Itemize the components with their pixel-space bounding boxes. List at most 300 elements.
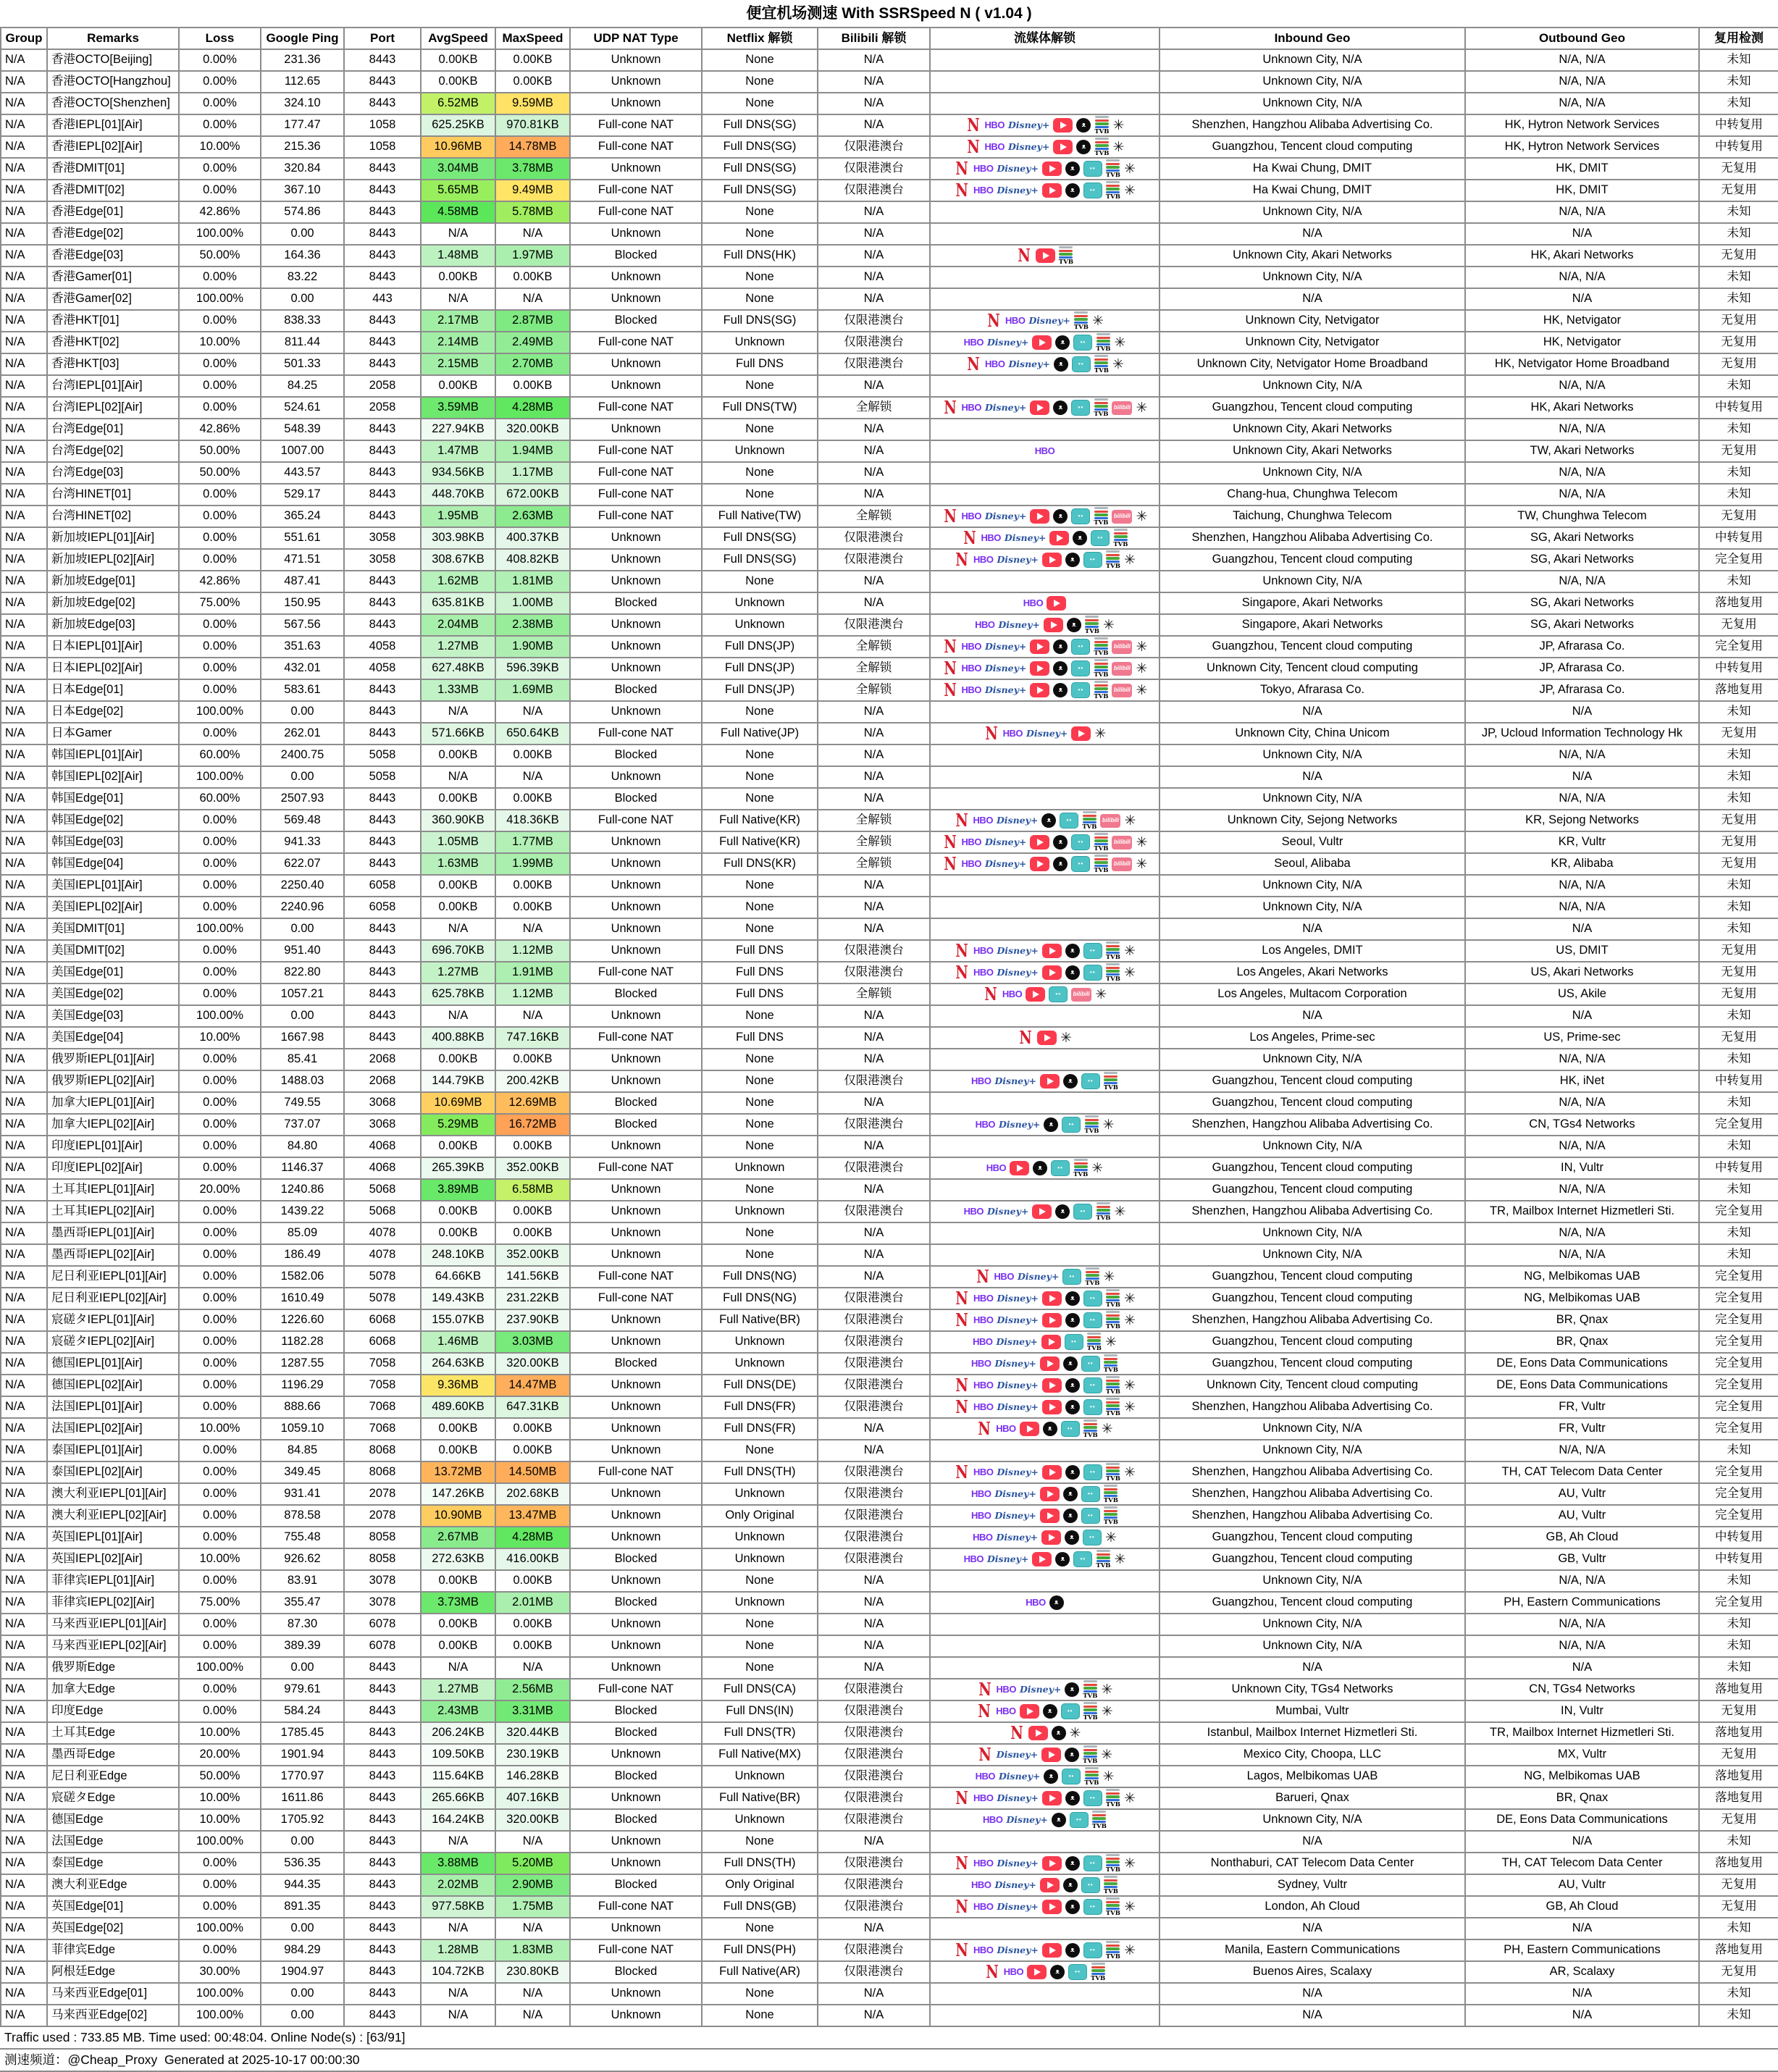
cell-loss: 60.00%	[179, 788, 261, 810]
cell-avg: 1.46MB	[421, 1331, 495, 1353]
streaming-unlock-icons	[933, 1006, 1157, 1026]
hbo-icon: HBO	[975, 619, 995, 631]
hbo-icon: HBO	[961, 663, 981, 674]
cell-group: N/A	[1, 1766, 47, 1787]
hbo-icon: HBO	[1002, 728, 1023, 739]
openai-icon: ✳	[1123, 1790, 1136, 1806]
abema-icon: ᴥ	[1052, 1813, 1066, 1827]
streaming-unlock-icons	[933, 702, 1157, 722]
cell-loss: 10.00%	[179, 1548, 261, 1570]
bahamut-icon: ••	[1083, 1942, 1102, 1958]
footer-stats: Traffic used : 733.85 MB. Time used: 00:48:04. Online Node(s) : [63/91]	[0, 2027, 1778, 2050]
cell-remarks: 土耳其Edge	[47, 1722, 179, 1744]
cell-inbound: N/A	[1160, 1657, 1465, 1679]
cell-loss: 0.00%	[179, 962, 261, 983]
streaming-unlock-icons	[933, 919, 1157, 939]
disney-icon: Disney+	[984, 511, 1027, 522]
cell-loss: 0.00%	[179, 897, 261, 918]
cell-udp: Unknown	[570, 658, 702, 679]
cell-port: 3058	[344, 527, 421, 549]
cell-inbound: N/A	[1160, 1005, 1465, 1027]
cell-udp: Unknown	[570, 267, 702, 288]
cell-ping: 822.80	[261, 962, 344, 983]
cell-loss: 50.00%	[179, 245, 261, 267]
youtube-icon	[1042, 1465, 1062, 1480]
cell-remarks: 菲律宾IEPL[02][Air]	[47, 1592, 179, 1614]
tvb-icon: TVB	[1094, 398, 1108, 418]
cell-bilibili: N/A	[818, 419, 930, 440]
cell-port: 1058	[344, 136, 421, 158]
tvb-icon: TVB	[1083, 1679, 1097, 1700]
cell-udp: Unknown	[570, 1375, 702, 1396]
openai-icon: ✳	[1123, 1942, 1136, 1958]
cell-outbound: TR, Mailbox Internet Hizmetleri Sti.	[1465, 1722, 1699, 1744]
cell-ping: 926.62	[261, 1548, 344, 1570]
tvb-icon: TVB	[1104, 1071, 1118, 1091]
cell-loss: 0.00%	[179, 1614, 261, 1635]
cell-ping: 83.91	[261, 1570, 344, 1592]
cell-inbound: Unknown City, Akari Networks	[1160, 419, 1465, 440]
cell-bilibili: 仅限港澳台	[818, 1853, 930, 1874]
cell-max: 0.00KB	[495, 788, 570, 810]
bilibili-icon: bilibili	[1112, 510, 1132, 524]
hbo-icon: HBO	[961, 402, 981, 414]
cell-port: 1058	[344, 114, 421, 136]
cell-avg: 0.00KB	[421, 745, 495, 766]
youtube-icon	[1042, 965, 1062, 980]
cell-reuse: 完全复用	[1699, 1461, 1778, 1483]
cell-udp: Unknown	[570, 1049, 702, 1070]
hbo-icon: HBO	[971, 1075, 991, 1087]
cell-media	[930, 1005, 1160, 1027]
footer-channel: 测速频道：@Cheap_Proxy Generated at 2025-10-17 00:00:30	[0, 2050, 1778, 2072]
tvb-icon: TVB	[1074, 311, 1089, 331]
cell-outbound: GB, Vultr	[1465, 1548, 1699, 1570]
cell-netflix: Unknown	[702, 592, 818, 614]
cell-max: 0.00KB	[495, 1222, 570, 1244]
cell-outbound: N/A, N/A	[1465, 788, 1699, 810]
netflix-icon: N	[966, 114, 980, 136]
cell-remarks: 泰国Edge	[47, 1853, 179, 1874]
cell-udp: Full-cone NAT	[570, 180, 702, 201]
cell-reuse: 未知	[1699, 1440, 1778, 1461]
cell-udp: Unknown	[570, 1635, 702, 1657]
abema-icon: ᴥ	[1033, 1161, 1047, 1175]
cell-media	[930, 983, 1160, 1005]
cell-max: N/A	[495, 2005, 570, 2026]
cell-loss: 0.00%	[179, 549, 261, 571]
hbo-icon: HBO	[1026, 1597, 1046, 1608]
openai-icon: ✳	[1123, 1399, 1136, 1415]
youtube-icon	[1040, 1878, 1060, 1892]
cell-media	[930, 114, 1160, 136]
tvb-icon: TVB	[1094, 637, 1108, 657]
abema-icon: ᴥ	[1050, 1965, 1065, 1979]
cell-bilibili: N/A	[818, 745, 930, 766]
streaming-unlock-icons	[933, 550, 1157, 570]
cell-reuse: 无复用	[1699, 440, 1778, 462]
table-body	[1, 49, 1778, 2026]
cell-inbound: Los Angeles, Prime-sec	[1160, 1027, 1465, 1049]
cell-avg: 265.66KB	[421, 1787, 495, 1809]
streaming-unlock-icons	[933, 1918, 1157, 1939]
cell-netflix: Unknown	[702, 332, 818, 353]
youtube-icon	[1041, 1748, 1061, 1762]
streaming-unlock-icons	[933, 1897, 1157, 1917]
cell-bilibili: N/A	[818, 1179, 930, 1201]
cell-group: N/A	[1, 962, 47, 983]
hbo-icon: HBO	[1034, 445, 1055, 457]
cell-inbound: Guangzhou, Tencent cloud computing	[1160, 1548, 1465, 1570]
bahamut-icon: ••	[1049, 986, 1068, 1002]
cell-port: 8443	[344, 614, 421, 636]
cell-netflix: Full DNS(SG)	[702, 310, 818, 332]
cell-group: N/A	[1, 1505, 47, 1527]
tvb-icon: TVB	[1104, 1506, 1118, 1526]
cell-ping: 0.00	[261, 1983, 344, 2005]
abema-icon: ᴥ	[1055, 335, 1070, 350]
cell-bilibili: N/A	[818, 875, 930, 897]
streaming-unlock-icons	[933, 745, 1157, 766]
cell-inbound: Guangzhou, Tencent cloud computing	[1160, 1331, 1465, 1353]
table-row	[1, 310, 1778, 332]
cell-ping: 84.25	[261, 375, 344, 397]
disney-icon: Disney+	[1006, 1814, 1048, 1826]
cell-reuse: 完全复用	[1699, 1331, 1778, 1353]
bahamut-icon: ••	[1061, 1421, 1080, 1437]
col-header-port: Port	[344, 28, 421, 49]
cell-ping: 1488.03	[261, 1070, 344, 1092]
cell-reuse: 无复用	[1699, 158, 1778, 180]
tvb-icon: TVB	[1106, 1853, 1120, 1874]
cell-reuse: 落地复用	[1699, 1939, 1778, 1961]
cell-loss: 0.00%	[179, 723, 261, 745]
cell-max: 4.28MB	[495, 1527, 570, 1548]
cell-bilibili: 仅限港澳台	[818, 1679, 930, 1700]
cell-bilibili: N/A	[818, 484, 930, 506]
streaming-unlock-icons	[933, 246, 1157, 266]
cell-max: 0.00KB	[495, 1136, 570, 1157]
table-row	[1, 571, 1778, 592]
cell-reuse: 未知	[1699, 375, 1778, 397]
cell-reuse: 未知	[1699, 1831, 1778, 1853]
cell-group: N/A	[1, 1700, 47, 1722]
table-row	[1, 223, 1778, 245]
cell-group: N/A	[1, 201, 47, 223]
cell-ping: 84.80	[261, 1136, 344, 1157]
cell-netflix: Unknown	[702, 1353, 818, 1375]
cell-netflix: Full DNS(NG)	[702, 1288, 818, 1309]
table-row	[1, 1331, 1778, 1353]
cell-netflix: Unknown	[702, 1766, 818, 1787]
netflix-icon: N	[955, 1396, 968, 1418]
cell-port: 3058	[344, 549, 421, 571]
cell-ping: 1439.22	[261, 1201, 344, 1222]
cell-netflix: Unknown	[702, 440, 818, 462]
cell-max: 200.42KB	[495, 1070, 570, 1092]
cell-max: 2.87MB	[495, 310, 570, 332]
hbo-icon: HBO	[984, 141, 1005, 153]
bahamut-icon: ••	[1083, 943, 1102, 959]
hbo-icon: HBO	[963, 1553, 984, 1565]
hbo-icon: HBO	[973, 945, 994, 957]
cell-max: N/A	[495, 1918, 570, 1939]
cell-inbound: Nonthaburi, CAT Telecom Data Center	[1160, 1853, 1465, 1874]
cell-loss: 10.00%	[179, 1027, 261, 1049]
openai-icon: ✳	[1114, 335, 1126, 351]
openai-icon: ✳	[1136, 639, 1148, 655]
openai-icon: ✳	[1101, 1703, 1113, 1719]
cell-port: 8068	[344, 1461, 421, 1483]
cell-ping: 2250.40	[261, 875, 344, 897]
cell-max: 0.00KB	[495, 745, 570, 766]
cell-outbound: US, Akile	[1465, 983, 1699, 1005]
streaming-unlock-icons	[933, 680, 1157, 700]
disney-icon: Disney+	[996, 1749, 1039, 1761]
cell-loss: 100.00%	[179, 1657, 261, 1679]
tvb-icon: TVB	[1082, 810, 1096, 831]
disney-icon: Disney+	[994, 1879, 1036, 1891]
disney-icon: Disney+	[997, 1314, 1039, 1326]
cell-port: 2058	[344, 375, 421, 397]
cell-ping: 186.49	[261, 1244, 344, 1266]
cell-remarks: 加拿大Edge	[47, 1679, 179, 1700]
cell-max: 1.17MB	[495, 462, 570, 484]
cell-inbound: Shenzhen, Hangzhou Alibaba Advertising Co.	[1160, 1201, 1465, 1222]
cell-ping: 1785.45	[261, 1722, 344, 1744]
openai-icon: ✳	[1123, 1464, 1136, 1480]
cell-inbound: N/A	[1160, 1918, 1465, 1939]
cell-netflix: None	[702, 788, 818, 810]
table-row	[1, 701, 1778, 723]
cell-inbound: Unknown City, N/A	[1160, 462, 1465, 484]
cell-media	[930, 1614, 1160, 1635]
cell-port: 8443	[344, 571, 421, 592]
cell-udp: Unknown	[570, 701, 702, 723]
cell-netflix: None	[702, 1005, 818, 1027]
cell-netflix: None	[702, 49, 818, 71]
cell-inbound: Guangzhou, Tencent cloud computing	[1160, 1070, 1465, 1092]
table-row	[1, 1961, 1778, 1983]
hbo-icon: HBO	[971, 1488, 991, 1500]
cell-inbound: Lagos, Melbikomas UAB	[1160, 1766, 1465, 1787]
cell-outbound: HK, Hytron Network Services	[1465, 136, 1699, 158]
cell-media	[930, 1983, 1160, 2005]
table-row	[1, 1483, 1778, 1505]
cell-netflix: Full DNS(SG)	[702, 549, 818, 571]
cell-ping: 569.48	[261, 810, 344, 831]
netflix-icon: N	[943, 853, 957, 875]
cell-outbound: AU, Vultr	[1465, 1874, 1699, 1896]
streaming-unlock-icons	[933, 1462, 1157, 1482]
cell-loss: 0.00%	[179, 375, 261, 397]
streaming-unlock-icons	[933, 267, 1157, 288]
table-row	[1, 788, 1778, 810]
table-row	[1, 897, 1778, 918]
cell-outbound: AU, Vultr	[1465, 1505, 1699, 1527]
youtube-icon	[1042, 1856, 1062, 1871]
cell-remarks: 尼日利亚IEPL[01][Air]	[47, 1266, 179, 1288]
cell-bilibili: 仅限港澳台	[818, 1939, 930, 1961]
disney-icon: Disney+	[986, 1553, 1029, 1565]
table-row	[1, 1614, 1778, 1635]
cell-group: N/A	[1, 1461, 47, 1483]
cell-udp: Full-cone NAT	[570, 440, 702, 462]
cell-inbound: Shenzhen, Hangzhou Alibaba Advertising Co.	[1160, 114, 1465, 136]
cell-bilibili: 仅限港澳台	[818, 310, 930, 332]
streaming-unlock-icons	[933, 1679, 1157, 1700]
cell-netflix: Full DNS	[702, 962, 818, 983]
cell-avg: 0.00KB	[421, 49, 495, 71]
cell-netflix: None	[702, 1136, 818, 1157]
cell-udp: Unknown	[570, 1657, 702, 1679]
cell-group: N/A	[1, 875, 47, 897]
cell-group: N/A	[1, 440, 47, 462]
cell-remarks: 法国IEPL[01][Air]	[47, 1396, 179, 1418]
table-row	[1, 1201, 1778, 1222]
cell-reuse: 中转复用	[1699, 1548, 1778, 1570]
cell-udp: Unknown	[570, 940, 702, 962]
cell-bilibili: 仅限港澳台	[818, 549, 930, 571]
cell-udp: Blocked	[570, 679, 702, 701]
table-row	[1, 1527, 1778, 1548]
tvb-icon: TVB	[1106, 1375, 1120, 1396]
cell-port: 5058	[344, 766, 421, 788]
cell-avg: N/A	[421, 701, 495, 723]
cell-netflix: None	[702, 1179, 818, 1201]
cell-loss: 0.00%	[179, 1288, 261, 1309]
youtube-icon	[1040, 1509, 1060, 1523]
cell-max: N/A	[495, 766, 570, 788]
cell-avg: 0.00KB	[421, 1570, 495, 1592]
cell-ping: 355.47	[261, 1592, 344, 1614]
cell-netflix: None	[702, 1244, 818, 1266]
cell-loss: 0.00%	[179, 1874, 261, 1896]
cell-avg: 400.88KB	[421, 1027, 495, 1049]
cell-avg: 0.00KB	[421, 1440, 495, 1461]
cell-port: 8443	[344, 1809, 421, 1831]
cell-outbound: GB, Ah Cloud	[1465, 1896, 1699, 1918]
tvb-icon: TVB	[1106, 550, 1120, 570]
cell-reuse: 无复用	[1699, 1896, 1778, 1918]
cell-reuse: 未知	[1699, 419, 1778, 440]
cell-group: N/A	[1, 1896, 47, 1918]
streaming-unlock-icons	[933, 810, 1157, 831]
hbo-icon: HBO	[973, 185, 994, 196]
cell-netflix: None	[702, 1614, 818, 1635]
cell-loss: 0.00%	[179, 1244, 261, 1266]
cell-group: N/A	[1, 679, 47, 701]
cell-reuse: 未知	[1699, 1005, 1778, 1027]
cell-netflix: None	[702, 1635, 818, 1657]
cell-reuse: 无复用	[1699, 614, 1778, 636]
cell-netflix: None	[702, 766, 818, 788]
cell-port: 4078	[344, 1222, 421, 1244]
cell-udp: Unknown	[570, 1831, 702, 1853]
cell-udp: Unknown	[570, 1244, 702, 1266]
cell-bilibili: N/A	[818, 71, 930, 93]
cell-reuse: 未知	[1699, 1179, 1778, 1201]
cell-ping: 1226.60	[261, 1309, 344, 1331]
table-row	[1, 723, 1778, 745]
hbo-icon: HBO	[994, 1271, 1014, 1283]
cell-media	[930, 549, 1160, 571]
cell-remarks: 香港IEPL[02][Air]	[47, 136, 179, 158]
cell-ping: 536.35	[261, 1853, 344, 1874]
cell-ping: 878.58	[261, 1505, 344, 1527]
cell-udp: Blocked	[570, 1592, 702, 1614]
cell-ping: 365.24	[261, 506, 344, 527]
abema-icon: ᴥ	[1065, 1900, 1080, 1914]
cell-port: 3078	[344, 1592, 421, 1614]
cell-inbound: N/A	[1160, 2005, 1465, 2026]
cell-ping: 443.57	[261, 462, 344, 484]
cell-port: 6058	[344, 897, 421, 918]
abema-icon: ᴥ	[1065, 1748, 1079, 1762]
openai-icon: ✳	[1123, 1291, 1136, 1306]
cell-avg: 1.27MB	[421, 636, 495, 658]
cell-loss: 0.00%	[179, 1049, 261, 1070]
cell-remarks: 马来西亚Edge[01]	[47, 1983, 179, 2005]
cell-loss: 50.00%	[179, 462, 261, 484]
bahamut-icon: ••	[1083, 1291, 1102, 1306]
cell-remarks: 新加坡Edge[01]	[47, 571, 179, 592]
cell-remarks: 尼日利亚Edge	[47, 1766, 179, 1787]
netflix-icon: N	[978, 1744, 991, 1766]
cell-avg: 0.00KB	[421, 1222, 495, 1244]
cell-reuse: 无复用	[1699, 831, 1778, 853]
cell-avg: 264.63KB	[421, 1353, 495, 1375]
table-row	[1, 745, 1778, 766]
cell-remarks: 德国Edge	[47, 1809, 179, 1831]
table-row	[1, 114, 1778, 136]
streaming-unlock-icons	[933, 1397, 1157, 1417]
cell-inbound: Guangzhou, Tencent cloud computing	[1160, 1592, 1465, 1614]
cell-reuse: 无复用	[1699, 1961, 1778, 1983]
cell-bilibili: 仅限港澳台	[818, 136, 930, 158]
cell-port: 8058	[344, 1527, 421, 1548]
cell-reuse: 未知	[1699, 1092, 1778, 1114]
cell-group: N/A	[1, 1809, 47, 1831]
cell-remarks: 美国Edge[04]	[47, 1027, 179, 1049]
cell-outbound: IN, Vultr	[1465, 1157, 1699, 1179]
bahamut-icon: ••	[1071, 682, 1090, 698]
cell-avg: 625.78KB	[421, 983, 495, 1005]
tvb-icon: TVB	[1094, 115, 1109, 135]
cell-reuse: 未知	[1699, 223, 1778, 245]
table-row	[1, 419, 1778, 440]
cell-outbound: SG, Akari Networks	[1465, 614, 1699, 636]
streaming-unlock-icons	[933, 332, 1157, 353]
disney-icon: Disney+	[984, 684, 1027, 696]
cell-outbound: FR, Vultr	[1465, 1418, 1699, 1440]
disney-icon: Disney+	[1028, 315, 1070, 327]
cell-netflix: None	[702, 375, 818, 397]
cell-media	[930, 180, 1160, 201]
cell-media	[930, 245, 1160, 267]
cell-reuse: 中转复用	[1699, 527, 1778, 549]
cell-loss: 0.00%	[179, 1461, 261, 1483]
cell-max: 12.69MB	[495, 1092, 570, 1114]
cell-reuse: 落地复用	[1699, 1722, 1778, 1744]
cell-udp: Full-cone NAT	[570, 1266, 702, 1288]
cell-outbound: JP, Afrarasa Co.	[1465, 679, 1699, 701]
cell-inbound: Unknown City, N/A	[1160, 375, 1465, 397]
hbo-icon: HBO	[973, 1314, 994, 1326]
table-row	[1, 93, 1778, 114]
cell-netflix: None	[702, 1918, 818, 1939]
cell-loss: 100.00%	[179, 1918, 261, 1939]
